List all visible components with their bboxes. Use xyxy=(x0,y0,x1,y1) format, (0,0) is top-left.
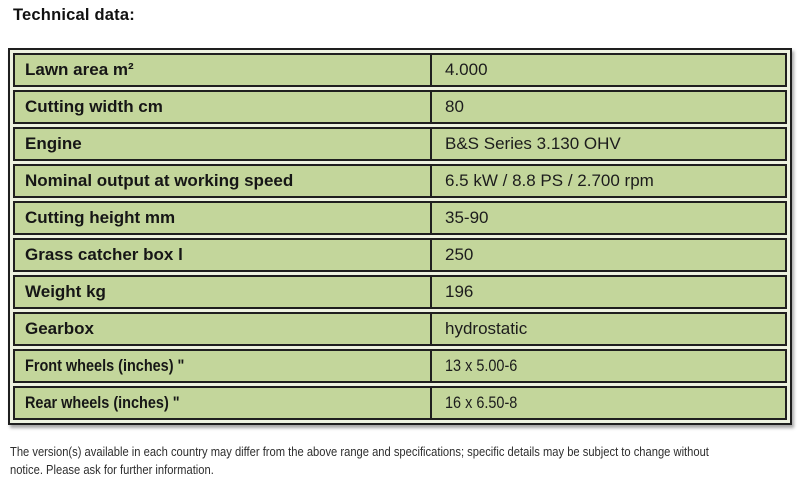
spec-label: Nominal output at working speed xyxy=(25,171,294,190)
disclaimer-line: The version(s) available in each country may differ from the above range and specifications; specific details may be subject to change without xyxy=(10,444,709,459)
spec-label-cell xyxy=(15,166,432,196)
table-row xyxy=(13,275,787,309)
spec-label-cell xyxy=(15,203,432,233)
spec-label: Gearbox xyxy=(25,319,94,338)
disclaimer-text xyxy=(10,443,800,479)
page-title: Technical data: xyxy=(13,6,135,24)
spec-label: Front wheels (inches) " xyxy=(25,356,185,375)
spec-label: Weight kg xyxy=(25,282,106,301)
spec-value-cell xyxy=(432,92,785,122)
table-row xyxy=(13,127,787,161)
spec-value: 6.5 kW / 8.8 PS / 2.700 rpm xyxy=(445,171,654,190)
spec-label: Lawn area m² xyxy=(25,60,134,79)
spec-label-cell xyxy=(15,129,432,159)
spec-label: Engine xyxy=(25,134,82,153)
spec-value-cell xyxy=(432,277,785,307)
spec-label-cell xyxy=(15,55,432,85)
spec-label-cell xyxy=(15,240,432,270)
table-row xyxy=(13,164,787,198)
table-row xyxy=(13,238,787,272)
disclaimer-line: notice. Please ask for further information. xyxy=(10,462,214,477)
table-row xyxy=(13,201,787,235)
spec-value-cell xyxy=(432,351,785,381)
spec-label-cell xyxy=(15,351,432,381)
spec-value-cell xyxy=(432,55,785,85)
spec-value: hydrostatic xyxy=(445,319,528,338)
table-row xyxy=(13,349,787,383)
table-row xyxy=(13,312,787,346)
table-row xyxy=(13,90,787,124)
spec-value: 4.000 xyxy=(445,60,488,79)
spec-value-cell xyxy=(432,388,785,418)
spec-value-cell xyxy=(432,129,785,159)
spec-label: Cutting height mm xyxy=(25,208,176,227)
table-row xyxy=(13,53,787,87)
spec-value: 16 x 6.50-8 xyxy=(445,393,518,412)
spec-label: Grass catcher box l xyxy=(25,245,183,264)
spec-label-cell xyxy=(15,277,432,307)
spec-label-cell xyxy=(15,314,432,344)
spec-value: B&S Series 3.130 OHV xyxy=(445,134,621,153)
spec-value-cell xyxy=(432,240,785,270)
spec-value: 196 xyxy=(445,282,474,301)
spec-value: 13 x 5.00-6 xyxy=(445,356,518,375)
spec-label: Rear wheels (inches) " xyxy=(25,393,180,412)
spec-label-cell xyxy=(15,388,432,418)
spec-value: 250 xyxy=(445,245,474,264)
spec-label-cell xyxy=(15,92,432,122)
spec-value-cell xyxy=(432,314,785,344)
spec-value: 35-90 xyxy=(445,208,489,227)
spec-value: 80 xyxy=(445,97,464,116)
spec-value-cell xyxy=(432,166,785,196)
spec-value-cell xyxy=(432,203,785,233)
technical-data-table xyxy=(8,48,792,425)
spec-label: Cutting width cm xyxy=(25,97,163,116)
table-row xyxy=(13,386,787,420)
